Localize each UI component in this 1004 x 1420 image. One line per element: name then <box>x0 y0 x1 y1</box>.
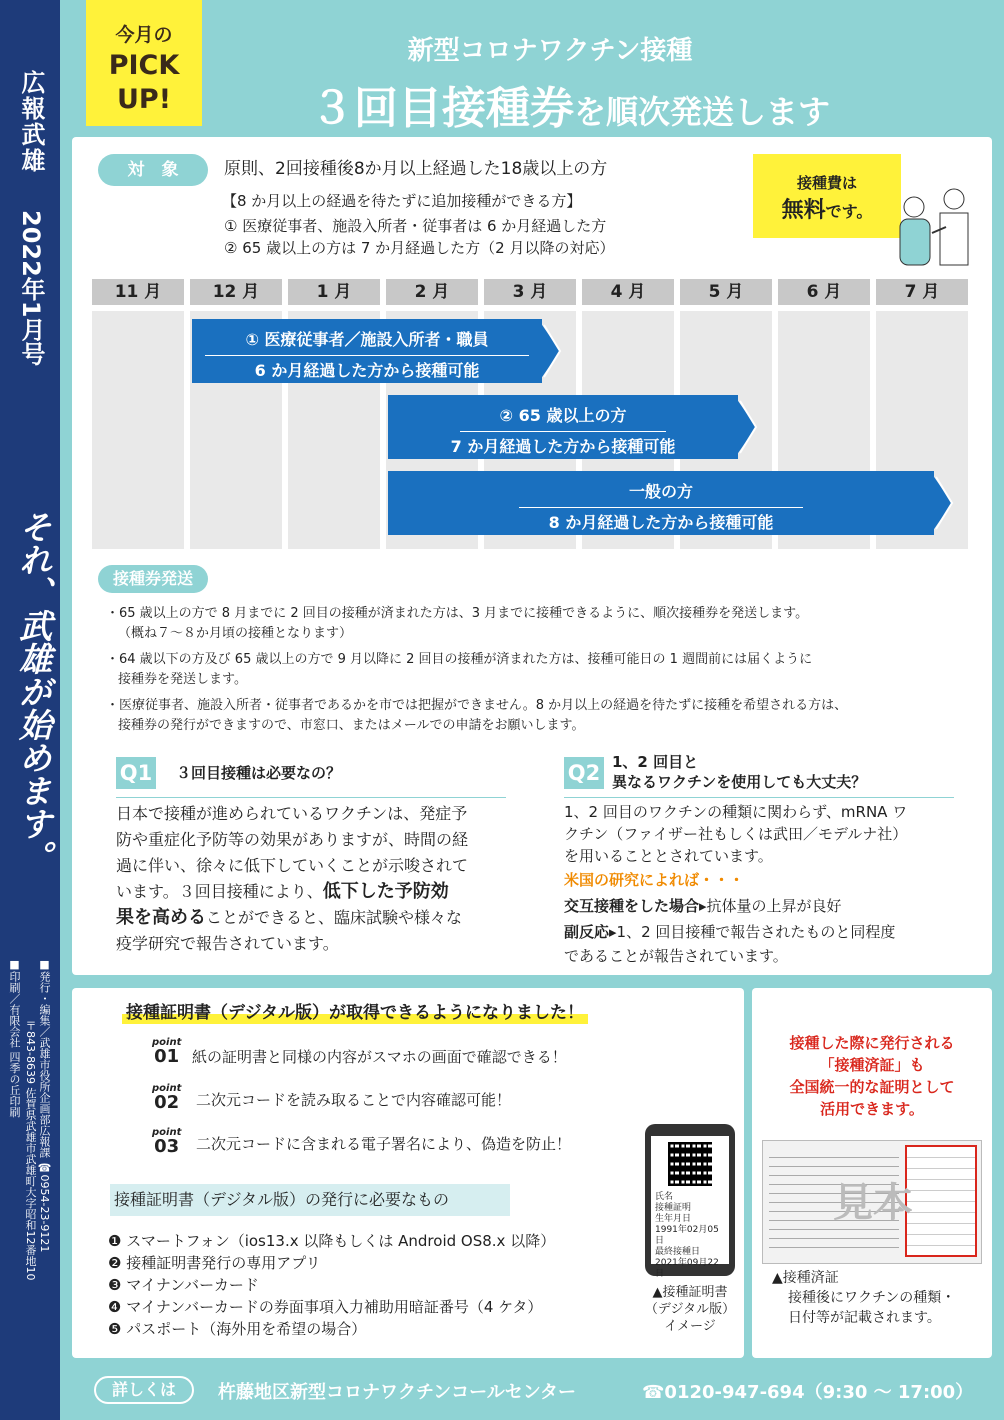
sidebar <box>0 0 60 1420</box>
pick-up-badge <box>86 0 202 126</box>
q1-label: Q1 <box>116 757 156 789</box>
phone-s3: 生年月日 <box>655 1214 692 1224</box>
q2-study: 米国の研究によれば・・・ <box>564 871 745 889</box>
month-1: 11 月 <box>92 279 184 305</box>
q2-l1: 1、2 回目のワクチンの種類に関わらず、mRNA ワ <box>564 803 908 821</box>
fee-badge <box>753 154 901 238</box>
req-2: ❷ 接種証明書発行の専用アプリ <box>108 1254 321 1272</box>
footer-center: 杵藤地区新型コロナワクチンコールセンター <box>218 1382 577 1403</box>
record-sample-image <box>762 1140 982 1264</box>
req-4: ❹ マイナンバーカードの券面事項入力補助用暗証番号（4 ケタ） <box>108 1298 543 1316</box>
req-3: ❸ マイナンバーカード <box>108 1276 259 1294</box>
q1-l5 <box>116 905 462 931</box>
month-7: 5 月 <box>680 279 772 305</box>
phone-s5: 最終接種日 <box>655 1247 701 1257</box>
pick-line3: UP! <box>116 84 172 115</box>
record-l3: 全国統一的な証明として <box>789 1078 955 1096</box>
month-2: 12 月 <box>190 279 282 305</box>
timeline-desc-1: 6 か月経過した方から接種可能 <box>254 361 480 380</box>
point-text-2: 二次元コードを読み取ることで内容確認可能！ <box>196 1091 512 1109</box>
footer-label: 詳しくは <box>94 1376 194 1404</box>
month-5: 3 月 <box>484 279 576 305</box>
record-panel <box>752 988 992 1358</box>
phone-caption-2: （デジタル版） <box>644 1302 736 1317</box>
q2-r2a: 副反応 <box>564 923 610 941</box>
phone-caption-1: ▲接種証明書 <box>652 1285 728 1300</box>
shipping-b2a: ・64 歳以下の方及び 65 歳以上の方で 9 月以降に 2 回目の接種が済まれた方は、接種可能日の 1 週間前には届くように <box>106 652 813 667</box>
q1-l6: 疫学研究で報告されています。 <box>116 934 339 953</box>
point-text-3: 二次元コードに含まれる電子署名により、偽造を防止！ <box>196 1135 572 1153</box>
shipping-b2b: 接種券を発送します。 <box>118 672 247 687</box>
point-label-3: point <box>152 1127 182 1138</box>
point-label-1: point <box>152 1037 182 1048</box>
q1-l3: 過に伴い、徐々に低下していくことが示唆されて <box>116 856 469 875</box>
q1-l2: 防や重症化予防等の効果がありますが、時間の経 <box>116 830 469 849</box>
timeline-arrow-2 <box>388 395 738 459</box>
q2-r1b: ▸抗体量の上昇が良好 <box>699 897 842 915</box>
req-1: ❶ スマートフォン（ios13.x 以降もしくは Android OS8.x 以降） <box>108 1232 556 1250</box>
phone-caption <box>640 1284 740 1335</box>
timeline-desc-3: 8 か月経過した方から接種可能 <box>548 513 774 532</box>
q1-question: ３回目接種は必要なの？ <box>176 764 342 782</box>
header-subtitle: 新型コロナワクチン接種 <box>407 36 693 66</box>
record-l4: 活用できます。 <box>820 1100 924 1118</box>
timeline-arrow-1 <box>192 319 542 383</box>
record-form-right <box>905 1145 977 1257</box>
printer-info: ■印刷／有限会社 四季の丘印刷 <box>8 958 21 1118</box>
q2-l3: を用いることとされています。 <box>564 847 773 865</box>
header-title-small: を順次発送します <box>573 93 830 131</box>
shipping-label: 接種券発送 <box>98 565 208 593</box>
fee-line1: 接種費は <box>796 174 857 192</box>
q1-l4a: います。３回目接種により、 <box>116 882 323 901</box>
q1-divider <box>116 797 506 798</box>
arrow-head-1 <box>538 319 568 383</box>
month-9: 7 月 <box>876 279 968 305</box>
fee-free: 無料 <box>781 198 826 223</box>
q2-q2: 異なるワクチンを使用しても大丈夫？ <box>612 773 867 791</box>
shipping-b1a: ・65 歳以上の方で 8 月までに 2 回目の接種が済まれた方は、3 月までに接種できるように、順次接種券を発送します。 <box>106 606 809 621</box>
main-panel <box>72 137 992 975</box>
certificate-panel <box>72 988 744 1358</box>
cert-title: 接種証明書（デジタル版）が取得できるようになりました！ <box>122 1002 588 1024</box>
address-info: 〒843-8639 佐賀県武雄市武雄町大字昭和12番地10 <box>24 1020 37 1281</box>
smartphone-image <box>645 1124 735 1279</box>
timeline-title-1: ① 医療従事者／施設入所者・職員 <box>205 325 528 356</box>
target-sub-title: 【8 か月以上の経過を待たずに追加接種ができる方】 <box>222 192 582 210</box>
q2-q1: 1、2 回目と <box>612 753 699 771</box>
month-3: 1 月 <box>288 279 380 305</box>
header-title-big: ３回目接種券 <box>309 83 574 134</box>
point-label-2: point <box>152 1083 182 1094</box>
phone-s4: 1991年02月05日 <box>655 1225 719 1246</box>
q2-label: Q2 <box>564 757 604 789</box>
record-caption-1: ▲接種済証 <box>772 1270 839 1286</box>
timeline-title-3: 一般の方 <box>519 477 803 508</box>
footer-tel[interactable]: ☎0120-947-694（9:30 ～ 17:00） <box>642 1382 974 1403</box>
arrow-head-2 <box>734 395 764 459</box>
shipping-b3b: 接種券の発行ができますので、市窓口、またはメールでの申請をお願いします。 <box>118 718 585 733</box>
point-02 <box>152 1082 182 1113</box>
phone-s6: 2021年09月22日 <box>655 1258 719 1279</box>
point-num-3: 03 <box>154 1136 180 1157</box>
issuer-info: ■発行・編集／武雄市役所企画部広報課 ☎0954-23-9121 <box>38 958 51 1253</box>
pick-line2: PICK <box>108 50 180 81</box>
q1-l5c: ことができると、臨床試験や様々な <box>206 908 463 927</box>
q2-r1a: 交互接種をした場合 <box>564 897 700 915</box>
pick-line1: 今月の <box>115 24 173 46</box>
q2-l2: クチン（ファイザー社もしくは武田／モデルナ社） <box>564 825 908 843</box>
q2-r2b: ▸1、2 回目接種で報告されたものと同程度 <box>609 923 896 941</box>
q2-r1 <box>564 895 842 917</box>
month-6: 4 月 <box>582 279 674 305</box>
point-text-1: 紙の証明書と同様の内容がスマホの画面で確認できる！ <box>192 1048 567 1066</box>
doctor-illustration <box>892 177 982 267</box>
q2-divider <box>564 797 954 798</box>
issue-date: 2022年1月号 <box>17 210 45 366</box>
record-notice <box>752 1032 992 1120</box>
point-num-1: 01 <box>154 1046 180 1067</box>
q1-l1: 日本で接種が進められているワクチンは、発症予 <box>116 804 468 823</box>
timeline-arrow-3 <box>388 471 934 535</box>
record-caption-3: 日付等が記載されます。 <box>788 1310 941 1326</box>
point-num-2: 02 <box>154 1092 180 1113</box>
point-03 <box>152 1126 182 1157</box>
record-caption-2: 接種後にワクチンの種類・ <box>788 1290 956 1306</box>
target-sub1: ① 医療従事者、施設入所者・従事者は 6 か月経過した方 <box>224 217 607 235</box>
q1-l4b: 低下した予防効 <box>322 881 449 902</box>
phone-screen <box>651 1136 729 1279</box>
record-l1: 接種した際に発行される <box>789 1034 955 1052</box>
req-5: ❺ パスポート（海外用を希望の場合） <box>108 1320 367 1338</box>
phone-s1: 氏名 <box>655 1192 674 1202</box>
q1-l4 <box>116 879 449 905</box>
req-title: 接種証明書（デジタル版）の発行に必要なもの <box>114 1190 450 1209</box>
footer <box>94 1376 974 1406</box>
header-title <box>230 72 910 136</box>
phone-caption-3: イメージ <box>664 1319 716 1334</box>
record-l2: 「接種済証」も <box>819 1056 925 1074</box>
point-01 <box>152 1036 182 1067</box>
shipping-b3a: ・医療従事者、施設入所者・従事者であるかを市では把握ができません。8 か月以上の経過を待たずに接種を希望される方は、 <box>106 698 848 713</box>
arrow-head-3 <box>930 471 960 535</box>
q1-l5b: 果を高める <box>116 907 206 928</box>
month-8: 6 月 <box>778 279 870 305</box>
q2-r2c: であることが報告されています。 <box>564 947 788 965</box>
slogan: それ、武雄が始めます。 <box>14 510 53 873</box>
fee-rest: です。 <box>825 202 873 221</box>
magazine-title: 広報武雄 <box>17 70 45 174</box>
qr-code-icon <box>668 1142 712 1186</box>
shipping-b1b: （概ね７～８か月頃の接種となります） <box>118 626 353 641</box>
target-sub2: ② 65 歳以上の方は 7 か月経過した方（2 月以降の対応） <box>224 239 615 257</box>
target-label: 対 象 <box>98 154 208 186</box>
month-column <box>92 311 184 549</box>
sample-stamp: 見本 <box>833 1180 913 1226</box>
record-caption <box>772 1268 955 1328</box>
timeline-desc-2: 7 か月経過した方から接種可能 <box>450 437 676 456</box>
month-4: 2 月 <box>386 279 478 305</box>
q2-r2 <box>564 921 895 943</box>
phone-s2: 接種証明 <box>655 1203 692 1213</box>
target-main: 原則、2回接種後8か月以上経過した18歳以上の方 <box>224 159 608 179</box>
timeline-title-2: ② 65 歳以上の方 <box>460 401 667 432</box>
